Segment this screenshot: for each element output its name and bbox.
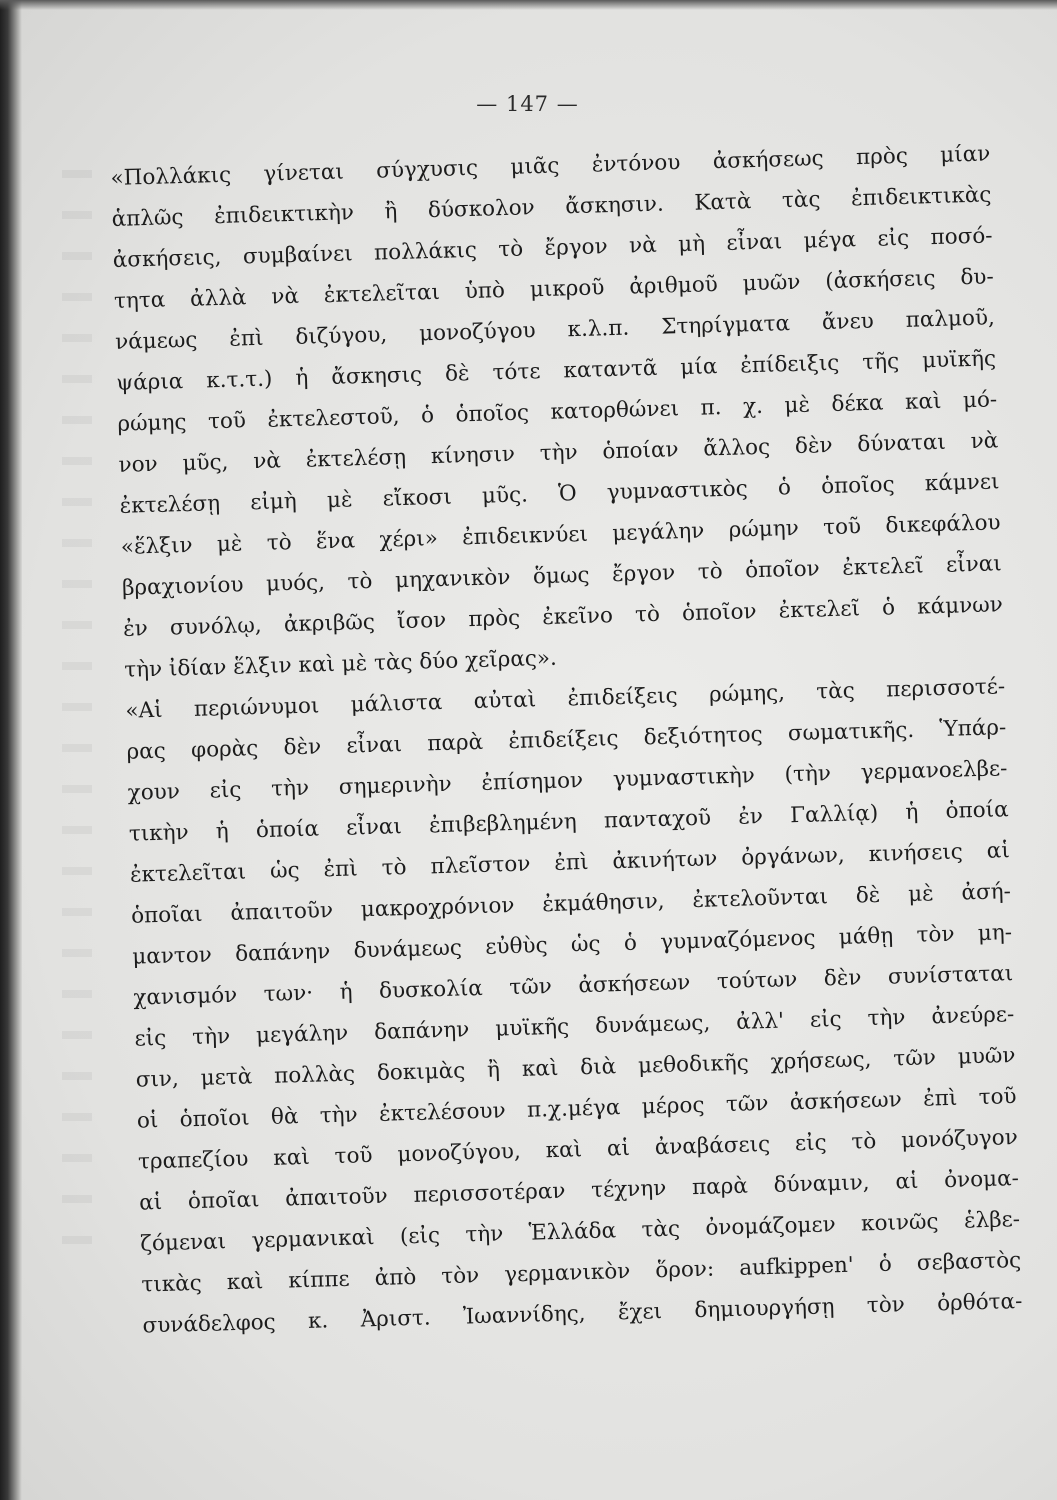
text-line: οἱ ὁποῖοι θὰ τὴν ἐκτελέσουν π.χ.μέγα μέρος τῶν ἀσκήσεων ἐπὶ τοῦ <box>136 1084 1017 1134</box>
show-through-text <box>62 170 92 1250</box>
text-line: εἰς τὴν μεγάλην δαπάνην μυϊκῆς δυνάμεως, ἀλλ' εἰς τὴν ἀνεύρε- <box>134 1002 1015 1052</box>
text-line: ὁποῖαι ἀπαιτοῦν μακροχρόνιον ἐκμάθησιν, ἐκτελοῦνται δὲ μὲ ἀσή- <box>130 879 1012 929</box>
text-line: σιν, μετὰ πολλὰς δοκιμὰς ἢ καὶ διὰ μεθοδικῆς χρήσεως, τῶν μυῶν <box>135 1043 1016 1093</box>
text-line: τητα ἀλλὰ νὰ ἐκτελεῖται ὑπὸ μικροῦ ἀριθμοῦ μυῶν (ἀσκήσεις δυ- <box>113 264 995 314</box>
text-line: χανισμόν των· ἡ δυσκολία τῶν ἀσκήσεων τούτων δὲν συνίσταται <box>133 961 1014 1011</box>
text-line: νον μῦς, νὰ ἐκτελέσῃ κίνησιν τὴν ὁποίαν ἄλλος δὲν δύναται νὰ <box>118 428 999 478</box>
text-line: ἁπλῶς ἐπιδεικτικὴν ἢ δύσκολον ἄσκησιν. Κατὰ τὰς ἐπιδεικτικὰς <box>111 182 992 232</box>
text-line: τικὰς καὶ κίππε ἀπὸ τὸν γερμανικὸν ὅρον: aufkippen' ὁ σεβαστὸς <box>141 1247 1022 1298</box>
text-line: μαντον δαπάνην δυνάμεως εὐθὺς ὡς ὁ γυμναζόμενος μάθῃ τὸν μη- <box>131 920 1013 970</box>
text-line: «Πολλάκις γίνεται σύγχυσις μιᾶς ἐντόνου ἀσκήσεως πρὸς μίαν <box>110 141 991 191</box>
text-line: αἱ ὁποῖαι ἀπαιτοῦν περισσοτέραν τέχνην παρὰ δύναμιν, αἱ ὀνομα- <box>138 1166 1020 1216</box>
text-line: τὴν ἰδίαν ἕλξιν καὶ μὲ τὰς δύο χεῖρας». <box>123 645 558 683</box>
text-line: ψάρια κ.τ.τ.) ἡ ἄσκησις δὲ τότε καταντᾶ μία ἐπίδειξις τῆς μυϊκῆς <box>115 346 997 396</box>
text-line: ζόμεναι γερμανικαὶ (εἰς τὴν Ἑλλάδα τὰς ὀνομάζομεν κοινῶς ἑλβε- <box>139 1207 1021 1257</box>
text-line: νάμεως ἐπὶ διζύγου, μονοζύγου κ.λ.π. Στηρίγματα ἄνευ παλμοῦ, <box>114 305 996 355</box>
text-line: χουν εἰς τὴν σημερινὴν ἐπίσημον γυμναστικὴν (τὴν γερμανοελβε- <box>127 756 1008 806</box>
scan-binding-edge <box>0 0 22 1500</box>
text-line: «ἕλξιν μὲ τὸ ἕνα χέρι» ἐπιδεικνύει μεγάλην ρώμην τοῦ δικεφάλου <box>120 510 1001 560</box>
text-line: ἐν συνόλῳ, ἀκριβῶς ἴσον πρὸς ἐκεῖνο τὸ ὁποῖον ἐκτελεῖ ὁ κάμνων <box>122 592 1004 642</box>
page-number: — 147 — <box>476 92 579 116</box>
text-line: «Αἱ περιώνυμοι μάλιστα αὐταὶ ἐπιδείξεις ρώμης, τὰς περισσοτέ- <box>125 674 1006 724</box>
text-line: ἐκτελεῖται ὡς ἐπὶ τὸ πλεῖστον ἐπὶ ἀκινήτων ὀργάνων, κινήσεις αἱ <box>129 838 1011 888</box>
book-page <box>22 0 1057 1500</box>
text-line: τικὴν ἡ ὁποία εἶναι ἐπιβεβλημένη πανταχοῦ ἐν Γαλλίᾳ) ἡ ὁποία <box>128 797 1009 847</box>
text-line: ρας φορὰς δὲν εἶναι παρὰ ἐπιδείξεις δεξιότητος σωματικῆς. Ὑπάρ- <box>126 715 1007 765</box>
text-line: βραχιονίου μυός, τὸ μηχανικὸν ὅμως ἔργον τὸ ὁποῖον ἐκτελεῖ εἶναι <box>121 551 1003 601</box>
text-line: ἀσκήσεις, συμβαίνει πολλάκις τὸ ἔργον νὰ μὴ εἶναι μέγα εἰς ποσό- <box>112 223 993 273</box>
text-line: τραπεζίου καὶ τοῦ μονοζύγου, καὶ αἱ ἀναβάσεις εἰς τὸ μονόζυγον <box>137 1125 1019 1175</box>
text-line: ἐκτελέσῃ εἰμὴ μὲ εἴκοσι μῦς. Ὁ γυμναστικὸς ὁ ὁποῖος κάμνει <box>119 469 1000 519</box>
text-line: ρώμης τοῦ ἐκτελεστοῦ, ὁ ὁποῖος κατορθώνει π. χ. μὲ δέκα καὶ μό- <box>117 387 998 437</box>
text-line: συνάδελφος κ. Ἀριστ. Ἰωαννίδης, ἔχει δημιουργήσῃ τὸν ὀρθότα- <box>142 1288 1023 1339</box>
body-text <box>110 133 1023 1346</box>
scan-top-shadow <box>0 0 1057 10</box>
